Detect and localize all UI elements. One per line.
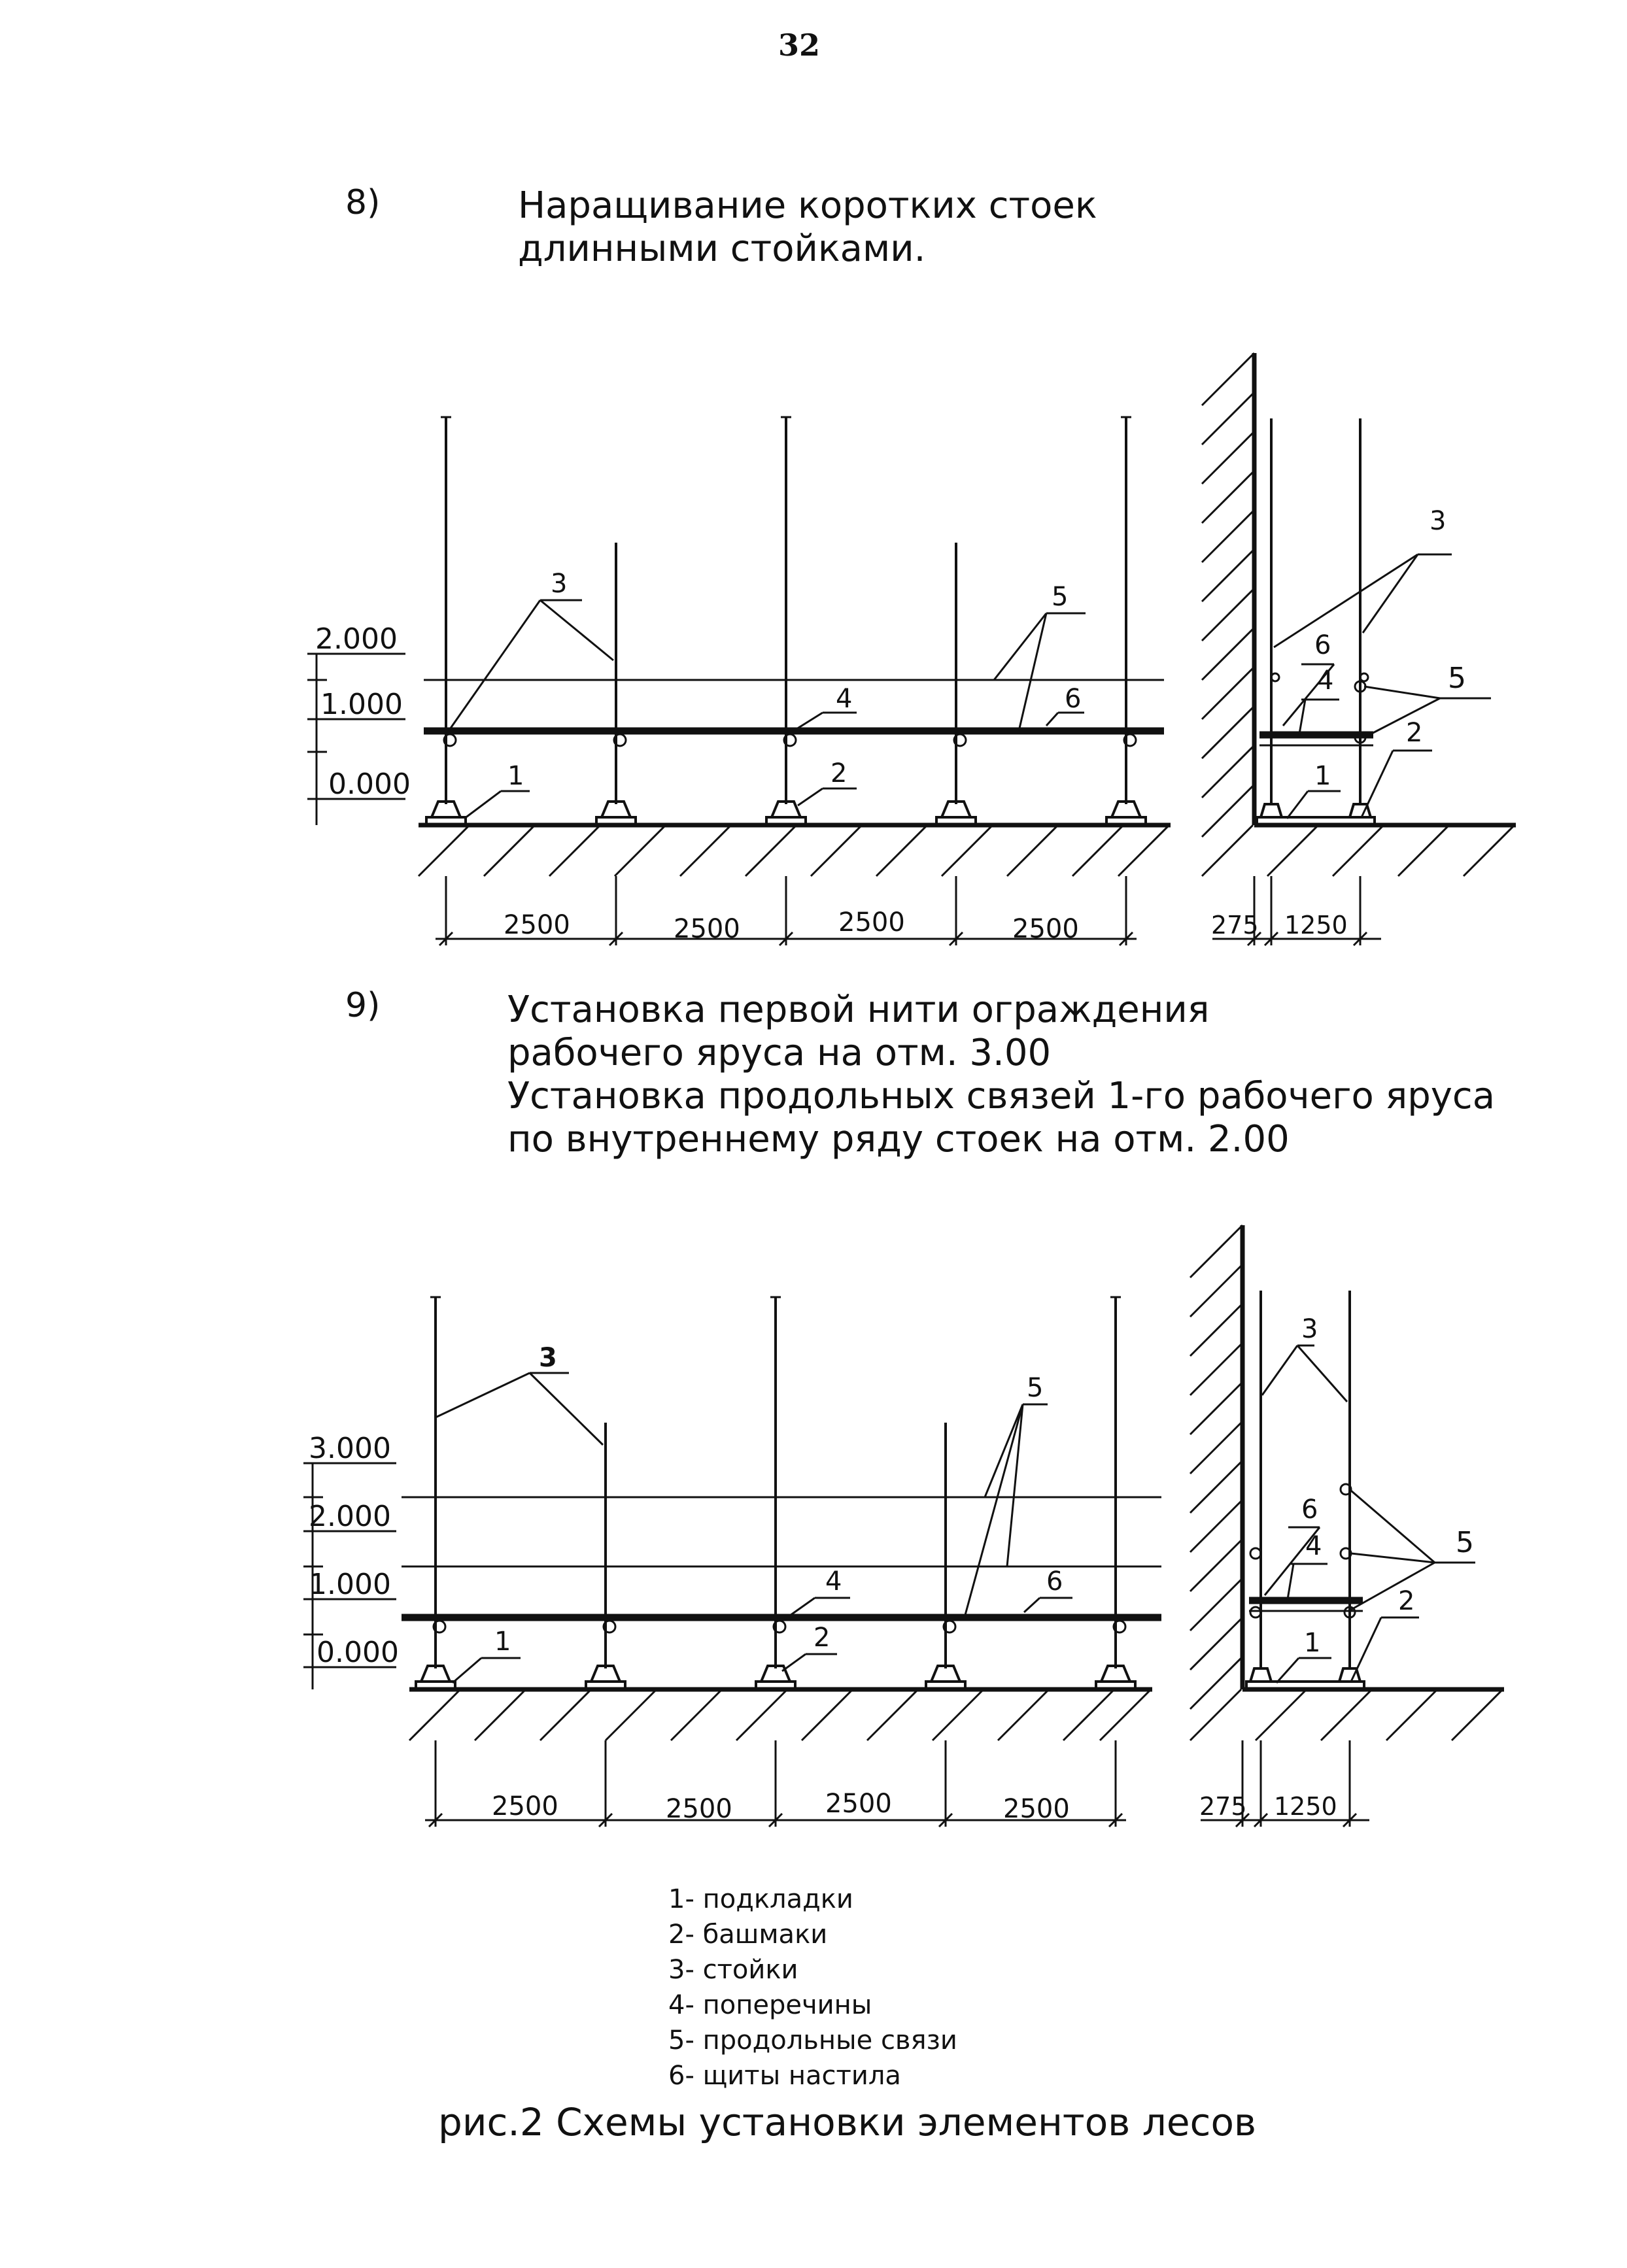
callout-label: 3 bbox=[539, 1343, 557, 1373]
level-label: 0.000 bbox=[317, 1636, 399, 1669]
dimension-label: 2500 bbox=[674, 914, 740, 944]
callout-label: 1 bbox=[507, 761, 524, 791]
diagram-1-side bbox=[1202, 353, 1516, 945]
diagram-2-front bbox=[303, 1297, 1161, 1827]
callout-label: 5 bbox=[1456, 1526, 1474, 1559]
page-number: 32 bbox=[778, 27, 821, 63]
dimension-label: 275 bbox=[1199, 1792, 1247, 1821]
callout-label: 6 bbox=[1314, 630, 1331, 660]
callout-label: 6 bbox=[1046, 1566, 1063, 1597]
shoes bbox=[1257, 804, 1375, 825]
longitudinal-ties bbox=[402, 1497, 1161, 1566]
dimension-label: 2500 bbox=[838, 907, 905, 938]
legend-item: 4- поперечины bbox=[668, 1990, 872, 2020]
callout-label: 5 bbox=[1052, 582, 1069, 612]
ground-hatch bbox=[1190, 1689, 1503, 1740]
couplers bbox=[434, 1621, 1125, 1633]
step-title-line: Наращивание коротких стоек bbox=[518, 184, 1097, 227]
shoes bbox=[416, 1666, 1135, 1689]
dimension-label: 275 bbox=[1211, 911, 1259, 939]
step-title-line: Установка первой нити ограждения bbox=[507, 989, 1210, 1031]
step-title-line: длинными стойками. bbox=[518, 228, 926, 270]
callout-label: 5 bbox=[1027, 1373, 1044, 1403]
level-label: 1.000 bbox=[309, 1568, 391, 1601]
figure-caption: рис.2 Схемы установки элементов лесов bbox=[438, 2100, 1257, 2144]
step-number: 9) bbox=[345, 986, 381, 1025]
callout-label: 6 bbox=[1301, 1495, 1318, 1525]
step-title-line: рабочего яруса на отм. 3.00 bbox=[507, 1032, 1052, 1074]
callout-label: 1 bbox=[1304, 1628, 1321, 1658]
legend bbox=[668, 1882, 957, 2093]
couplers bbox=[444, 734, 1136, 746]
level-label: 0.000 bbox=[328, 768, 411, 801]
ground-hatch bbox=[409, 1689, 1151, 1740]
step-title-line: по внутреннему ряду стоек на отм. 2.00 bbox=[507, 1118, 1290, 1160]
ground-hatch bbox=[419, 825, 1169, 876]
callout-label: 2 bbox=[1406, 718, 1423, 748]
dimension-label: 2500 bbox=[492, 1791, 558, 1821]
dimension-label: 2500 bbox=[825, 1789, 892, 1819]
legend-item: 6- щиты настила bbox=[668, 2061, 901, 2091]
level-label: 1.000 bbox=[320, 688, 403, 721]
level-label: 2.000 bbox=[315, 622, 398, 656]
callout-label: 3 bbox=[1301, 1314, 1318, 1344]
step-number: 8) bbox=[345, 183, 381, 222]
dimension-label: 2500 bbox=[1003, 1794, 1070, 1824]
callout-leaders bbox=[1262, 1346, 1475, 1683]
callout-label: 4 bbox=[836, 684, 853, 714]
posts bbox=[446, 417, 1126, 804]
posts bbox=[1271, 418, 1360, 805]
legend-item: 2- башмаки bbox=[668, 1920, 828, 1950]
callout-label: 1 bbox=[1314, 761, 1331, 791]
legend-item: 1- подкладки bbox=[668, 1884, 853, 1914]
callout-label: 4 bbox=[1305, 1531, 1322, 1561]
callout-leaders bbox=[449, 600, 1086, 819]
shoes bbox=[1246, 1668, 1364, 1689]
legend-item: 5- продольные связи bbox=[668, 2025, 957, 2056]
step-title-line: Установка продольных связей 1-го рабочего яруса bbox=[507, 1075, 1496, 1117]
diagram-2-side bbox=[1190, 1225, 1504, 1827]
callout-label: 3 bbox=[1430, 506, 1447, 536]
callout-label: 3 bbox=[551, 569, 568, 599]
posts bbox=[436, 1297, 1116, 1668]
legend-item: 3- стойки bbox=[668, 1955, 798, 1985]
level-label: 2.000 bbox=[309, 1500, 391, 1533]
callout-label: 4 bbox=[1317, 666, 1334, 696]
dimension-label: 2500 bbox=[1012, 914, 1079, 944]
callout-label: 1 bbox=[494, 1627, 511, 1657]
shoes bbox=[426, 802, 1146, 825]
level-label: 3.000 bbox=[309, 1432, 391, 1465]
callout-label: 2 bbox=[814, 1623, 831, 1653]
callout-label: 6 bbox=[1065, 684, 1082, 714]
dimension-label: 1250 bbox=[1274, 1792, 1337, 1821]
diagram-1-front bbox=[307, 417, 1171, 945]
dimension-label: 1250 bbox=[1284, 911, 1348, 939]
callout-label: 5 bbox=[1448, 662, 1466, 695]
dimension-label: 2500 bbox=[504, 910, 570, 940]
callout-label: 4 bbox=[825, 1566, 842, 1597]
wall-hatch bbox=[1190, 1225, 1242, 1709]
callout-leaders bbox=[436, 1373, 1072, 1683]
dimension-label: 2500 bbox=[666, 1794, 732, 1824]
callout-label: 2 bbox=[1398, 1586, 1415, 1616]
wall-hatch bbox=[1202, 353, 1254, 837]
ground-hatch bbox=[1202, 825, 1515, 876]
callout-label: 2 bbox=[831, 758, 848, 788]
